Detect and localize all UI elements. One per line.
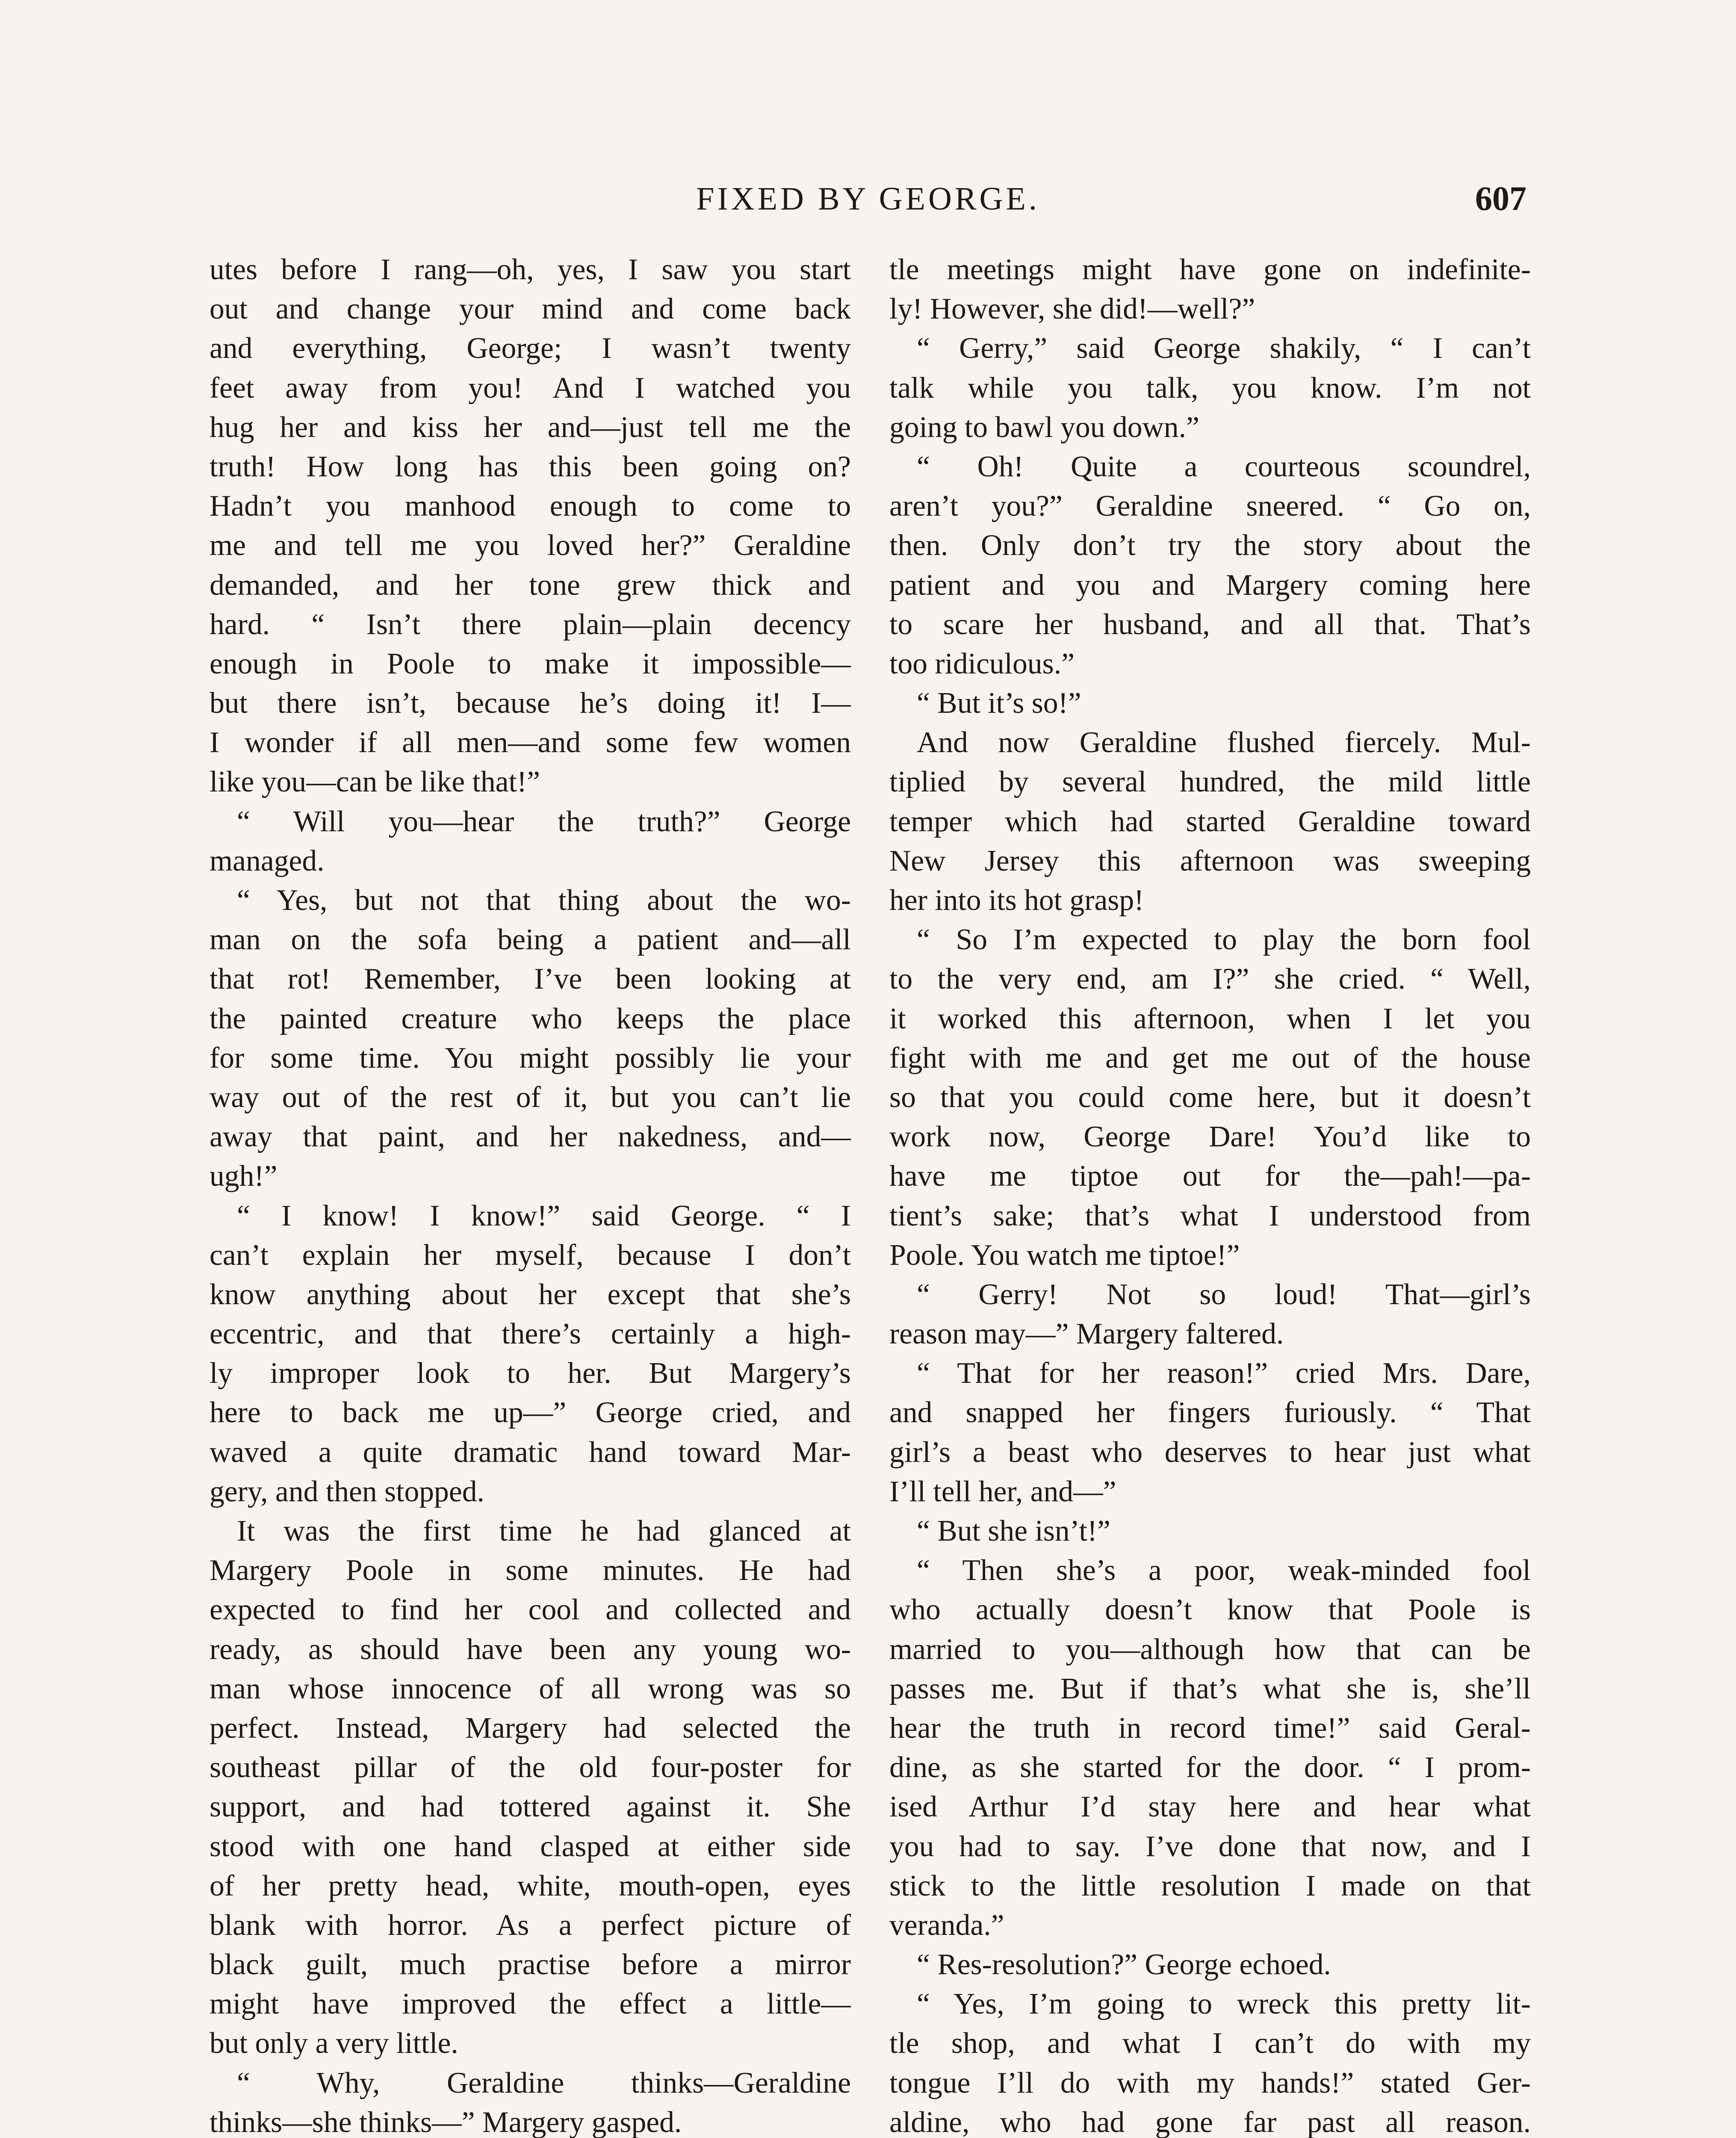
text-line: hug her and kiss her and—just tell me the xyxy=(210,410,851,444)
text-line: know anything about her except that she’s xyxy=(210,1278,851,1311)
text-line: waved a quite dramatic hand toward Mar- xyxy=(210,1435,851,1469)
text-line: you had to say. I’ve done that now, and I xyxy=(889,1830,1531,1863)
text-line: for some time. You might possibly lie your xyxy=(210,1041,851,1075)
text-line: “ But it’s so!” xyxy=(917,687,1081,720)
text-line: Poole. You watch me tiptoe!” xyxy=(889,1238,1240,1272)
text-line: man whose innocence of all wrong was so xyxy=(210,1672,851,1705)
text-line: me and tell me you loved her?” Geraldine xyxy=(210,529,851,562)
text-line: fight with me and get me out of the house xyxy=(889,1041,1531,1075)
text-line: but only a very little. xyxy=(210,2027,458,2060)
text-line: “ Then she’s a poor, weak-minded fool xyxy=(917,1554,1531,1587)
text-line: “ Oh! Quite a courteous scoundrel, xyxy=(917,450,1531,483)
text-line: to scare her husband, and all that. That’s xyxy=(889,608,1531,641)
text-line: way out of the rest of it, but you can’t lie xyxy=(210,1081,851,1114)
text-line: ly! However, she did!—well?” xyxy=(889,292,1255,326)
text-line: feet away from you! And I watched you xyxy=(210,371,851,405)
text-line: aldine, who had gone far past all reason. xyxy=(889,2106,1531,2138)
text-line: eccentric, and that there’s certainly a high- xyxy=(210,1317,851,1351)
text-line: “ That for her reason!” cried Mrs. Dare, xyxy=(917,1357,1531,1390)
text-line: “ Gerry,” said George shakily, “ I can’t xyxy=(917,332,1531,365)
right-text-column xyxy=(889,250,1531,2138)
text-line: going to bawl you down.” xyxy=(889,410,1199,444)
text-line: perfect. Instead, Margery had selected the xyxy=(210,1711,851,1745)
text-line: blank with horror. As a perfect picture of xyxy=(210,1908,851,1942)
text-line: “ I know! I know!” said George. “ I xyxy=(237,1199,851,1232)
text-line: And now Geraldine flushed fiercely. Mul- xyxy=(917,726,1531,759)
text-line: can’t explain her myself, because I don’t xyxy=(210,1238,851,1272)
text-line: I’ll tell her, and—” xyxy=(889,1475,1116,1508)
text-line: “ Will you—hear the truth?” George xyxy=(237,805,851,838)
text-line: girl’s a beast who deserves to hear just what xyxy=(889,1435,1531,1469)
text-line: that rot! Remember, I’ve been looking at xyxy=(210,963,851,996)
text-line: so that you could come here, but it doesn’t xyxy=(889,1081,1531,1114)
text-line: might have improved the effect a little— xyxy=(210,1987,851,2021)
left-text-column xyxy=(210,250,851,2138)
text-line: utes before I rang—oh, yes, I saw you start xyxy=(210,253,851,286)
text-line: “ Res-resolution?” George echoed. xyxy=(917,1948,1331,1981)
text-line: tle shop, and what I can’t do with my xyxy=(889,2027,1531,2060)
text-line: managed. xyxy=(210,844,325,877)
text-line: Margery Poole in some minutes. He had xyxy=(210,1554,851,1587)
text-line: patient and you and Margery coming here xyxy=(889,568,1531,602)
text-line: tient’s sake; that’s what I understood from xyxy=(889,1199,1531,1232)
text-line: ised Arthur I’d stay here and hear what xyxy=(889,1790,1531,1824)
running-head xyxy=(210,173,1526,224)
text-line: tle meetings might have gone on indefinite- xyxy=(889,253,1531,286)
text-line: have me tiptoe out for the—pah!—pa- xyxy=(889,1160,1531,1193)
text-line: southeast pillar of the old four-poster for xyxy=(210,1751,851,1784)
text-line: expected to find her cool and collected and xyxy=(210,1593,851,1627)
text-line: her into its hot grasp! xyxy=(889,884,1144,917)
text-line: It was the first time he had glanced at xyxy=(237,1515,851,1547)
text-line: the painted creature who keeps the place xyxy=(210,1002,851,1035)
text-line: hear the truth in record time!” said Geral- xyxy=(889,1711,1531,1745)
text-line: black guilt, much practise before a mirror xyxy=(210,1948,851,1981)
text-line: it worked this afternoon, when I let you xyxy=(889,1002,1531,1035)
text-line: tongue I’ll do with my hands!” stated Ger- xyxy=(889,2066,1531,2100)
text-line: temper which had started Geraldine toward xyxy=(889,805,1531,838)
running-title: FIXED BY GEORGE. xyxy=(696,181,1040,217)
text-line: enough in Poole to make it impossible— xyxy=(210,647,851,680)
text-line: away that paint, and her nakedness, and— xyxy=(210,1120,851,1154)
text-line: work now, George Dare! You’d like to xyxy=(889,1120,1531,1154)
page-number: 607 xyxy=(1475,180,1526,218)
text-line: who actually doesn’t know that Poole is xyxy=(889,1593,1531,1627)
text-line: to the very end, am I?” she cried. “ Well, xyxy=(889,963,1531,996)
text-line: New Jersey this afternoon was sweeping xyxy=(889,844,1531,877)
text-line: stick to the little resolution I made on that xyxy=(889,1869,1531,1902)
text-line: “ So I’m expected to play the born fool xyxy=(917,923,1531,957)
text-line: too ridiculous.” xyxy=(889,647,1075,680)
text-line: and snapped her fingers furiously. “ That xyxy=(889,1396,1531,1429)
text-line: “ Yes, but not that thing about the wo- xyxy=(237,884,851,917)
text-line: “ But she isn’t!” xyxy=(917,1515,1110,1547)
text-line: out and change your mind and come back xyxy=(210,292,851,326)
text-line: tiplied by several hundred, the mild little xyxy=(889,765,1531,799)
text-line: married to you—although how that can be xyxy=(889,1633,1531,1666)
text-line: talk while you talk, you know. I’m not xyxy=(889,371,1531,405)
text-line: I wonder if all men—and some few women xyxy=(210,726,851,759)
text-line: then. Only don’t try the story about the xyxy=(889,529,1531,562)
text-line: gery, and then stopped. xyxy=(210,1475,484,1508)
text-line: hard. “ Isn’t there plain—plain decency xyxy=(210,608,851,641)
text-line: man on the sofa being a patient and—all xyxy=(210,923,851,957)
text-line: like you—can be like that!” xyxy=(210,765,540,799)
text-line: thinks—she thinks—” Margery gasped. xyxy=(210,2106,682,2138)
text-line: veranda.” xyxy=(889,1908,1004,1942)
text-line: truth! How long has this been going on? xyxy=(210,450,851,483)
text-line: reason may—” Margery faltered. xyxy=(889,1317,1284,1351)
text-line: aren’t you?” Geraldine sneered. “ Go on, xyxy=(889,490,1531,523)
text-line: Hadn’t you manhood enough to come to xyxy=(210,490,851,523)
text-line: “ Why, Geraldine thinks—Geraldine xyxy=(237,2066,851,2100)
text-line: support, and had tottered against it. She xyxy=(210,1790,851,1824)
text-line: demanded, and her tone grew thick and xyxy=(210,568,851,602)
text-line: dine, as she started for the door. “ I prom- xyxy=(889,1751,1531,1784)
text-line: and everything, George; I wasn’t twenty xyxy=(210,332,851,365)
text-line: of her pretty head, white, mouth-open, eyes xyxy=(210,1869,851,1902)
text-line: stood with one hand clasped at either side xyxy=(210,1830,851,1863)
text-line: but there isn’t, because he’s doing it! I— xyxy=(210,687,851,720)
text-line: here to back me up—” George cried, and xyxy=(210,1396,851,1429)
text-line: “ Yes, I’m going to wreck this pretty lit- xyxy=(917,1987,1531,2021)
text-line: ugh!” xyxy=(210,1160,278,1193)
text-line: passes me. But if that’s what she is, she’ll xyxy=(889,1672,1531,1705)
text-line: ly improper look to her. But Margery’s xyxy=(210,1357,851,1390)
text-line: “ Gerry! Not so loud! That—girl’s xyxy=(917,1278,1531,1311)
text-line: ready, as should have been any young wo- xyxy=(210,1633,851,1666)
